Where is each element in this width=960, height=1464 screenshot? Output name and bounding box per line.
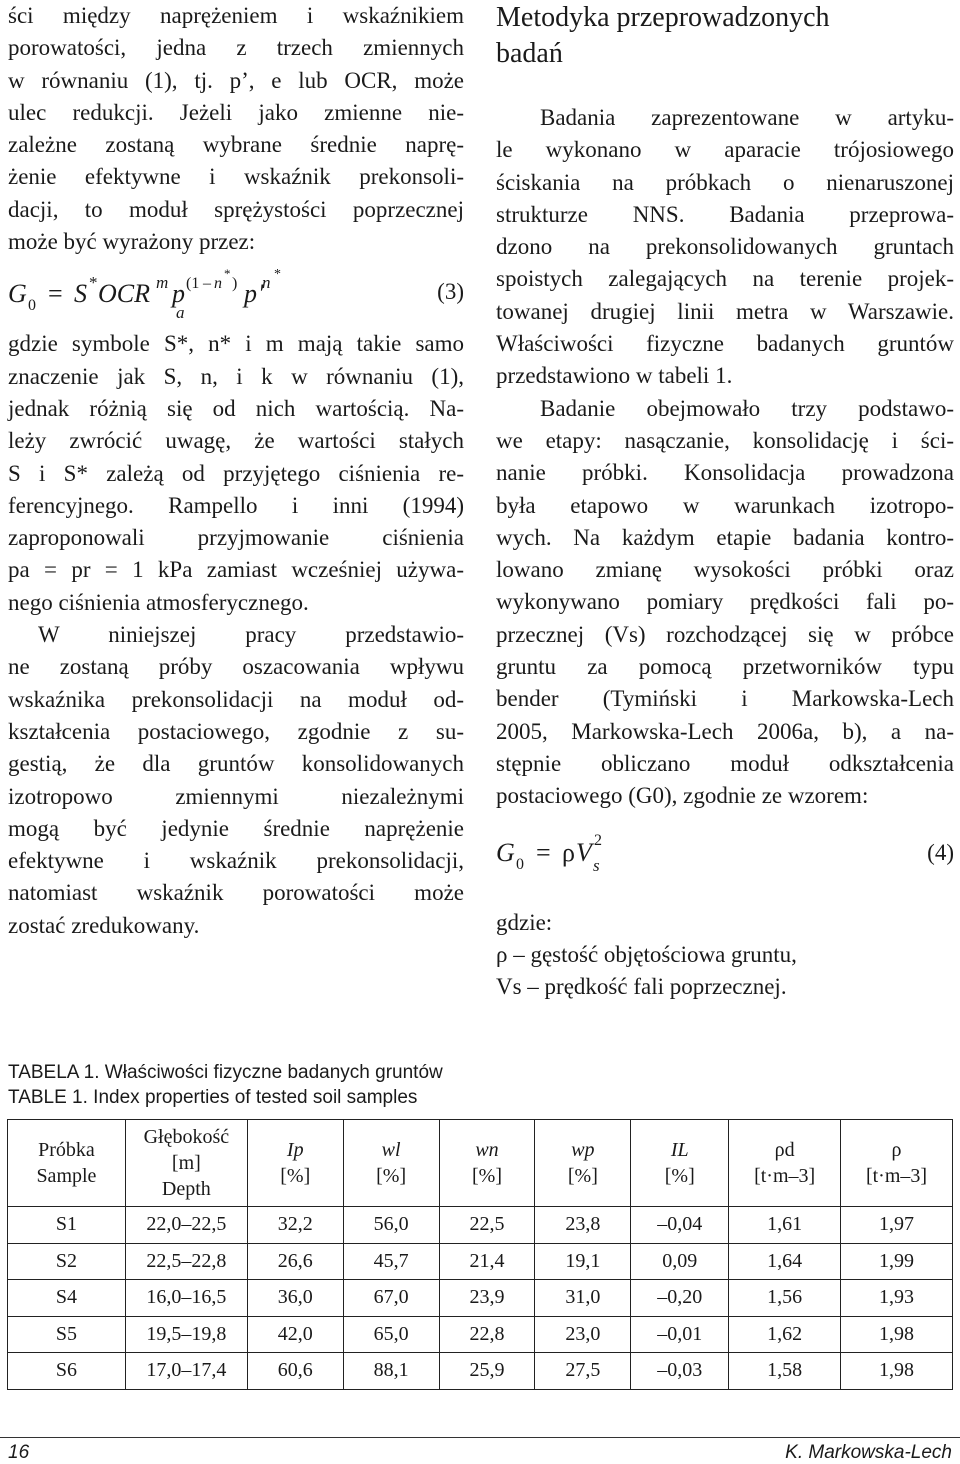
equation-3-number: (3) — [437, 279, 464, 305]
table-cell: 25,9 — [439, 1353, 535, 1390]
footer-rule — [0, 1437, 960, 1438]
svg-text:m: m — [156, 273, 169, 293]
text-line: Badanie obejmowało trzy podstawo- — [540, 395, 954, 421]
text-line: pa = pr = 1 kPa zamiast wcześniej używa- — [8, 557, 464, 583]
table-cell: 36,0 — [247, 1280, 343, 1317]
right-column — [496, 0, 954, 1003]
table-cell: –0,01 — [631, 1316, 729, 1353]
table-cell: S2 — [8, 1243, 126, 1280]
header-wl — [343, 1120, 439, 1207]
header-line: Sample — [36, 1165, 97, 1187]
text-line: wych. Na każdym etapie badania kontro- — [496, 524, 954, 550]
table-row — [8, 1353, 953, 1390]
table-cell: 1,64 — [729, 1243, 841, 1280]
text-line: przecznej (Vs) rozchodzącej się w próbce — [496, 621, 954, 647]
svg-text:p: p — [244, 279, 257, 309]
table-caption — [8, 1060, 443, 1110]
paragraph-present-work — [8, 619, 464, 942]
text-line: ści między naprężeniem i wskaźnikiem — [8, 3, 464, 28]
text-line: może być wyrażony przez: — [8, 229, 256, 255]
definition-vs: Vs – prędkość fali poprzecznej. — [496, 974, 787, 1000]
equation-4-number: (4) — [927, 839, 954, 865]
svg-text:ρ: ρ — [562, 837, 575, 867]
table-header-row — [8, 1120, 953, 1207]
table-cell: S1 — [8, 1207, 126, 1244]
svg-text:S: S — [74, 279, 87, 309]
svg-text:0: 0 — [28, 297, 36, 315]
table-cell: 45,7 — [343, 1243, 439, 1280]
text-line: porowatości, jedna z trzech zmiennych — [8, 35, 464, 61]
text-line: gruntu za pomocą przetworników typu — [496, 654, 954, 680]
where-block — [496, 907, 954, 1004]
table-cell: 31,0 — [535, 1280, 631, 1317]
header-unit: [%] — [567, 1165, 598, 1187]
header-il — [631, 1120, 729, 1207]
table-cell: 0,09 — [631, 1243, 729, 1280]
header-line: Głębokość — [143, 1126, 230, 1148]
table-cell: 22,0–22,5 — [125, 1207, 247, 1244]
equation-3-formula — [8, 258, 428, 328]
table-caption-en: TABLE 1. Index properties of tested soil samples — [8, 1087, 418, 1108]
text-line: znaczenie jak S, n, i k w równaniu (1), — [8, 363, 464, 389]
svg-text:=: = — [48, 279, 63, 309]
heading-line: Metodyka przeprowadzonych — [496, 2, 830, 33]
text-line: le wykonano w aparacie trójosiowego — [496, 137, 954, 163]
text-line: zależne zostaną wybrane średnie naprę- — [8, 132, 464, 158]
svg-text:*: * — [274, 267, 281, 283]
svg-text:(1: (1 — [186, 275, 200, 293]
section-heading — [496, 0, 954, 72]
heading-line: badań — [496, 38, 563, 69]
soil-properties-table — [7, 1119, 953, 1390]
svg-text:p: p — [172, 279, 185, 309]
equation-3 — [8, 258, 464, 328]
svg-text:′: ′ — [258, 279, 264, 309]
text-line: jednak różnią się od nich wartością. Na- — [8, 395, 464, 421]
where-label: gdzie: — [496, 909, 553, 935]
text-line: kształcenia postaciowego, zgodnie z su- — [8, 718, 464, 744]
table-cell: 1,99 — [841, 1243, 953, 1280]
table-cell: 1,97 — [841, 1207, 953, 1244]
table-cell: 1,98 — [841, 1353, 953, 1390]
table-cell: 32,2 — [247, 1207, 343, 1244]
table-cell: 19,1 — [535, 1243, 631, 1280]
text-line: była etapowo w warunkach izotropo- — [496, 492, 954, 518]
svg-text:): ) — [232, 275, 238, 293]
header-symbol: wl — [381, 1139, 401, 1161]
text-line: efektywne i wskaźnik prekonsolidacji, — [8, 848, 464, 874]
table-cell: 1,98 — [841, 1316, 953, 1353]
text-line: zostać zredukowany. — [8, 912, 200, 938]
table-cell: 22,8 — [439, 1316, 535, 1353]
header-depth — [125, 1120, 247, 1207]
table-cell: 56,0 — [343, 1207, 439, 1244]
definition-rho: ρ – gęstość objętościowa gruntu, — [496, 941, 797, 967]
header-line: Depth — [161, 1178, 211, 1200]
header-line: Próbka — [38, 1139, 95, 1161]
table-caption-pl: TABELA 1. Właściwości fizyczne badanych gruntów — [8, 1062, 443, 1083]
header-wp — [535, 1120, 631, 1207]
header-sample — [8, 1120, 126, 1207]
header-rho — [841, 1120, 953, 1207]
text-line: nanie próbki. Konsolidacja prowadzona — [496, 460, 954, 486]
text-line: nego ciśnienia atmosferycznego. — [8, 589, 309, 615]
table-row — [8, 1316, 953, 1353]
table-cell: S4 — [8, 1280, 126, 1317]
text-line: spoistych zalegających na terenie projek- — [496, 266, 954, 292]
header-symbol: Ip — [286, 1139, 304, 1161]
text-line: w równaniu (1), tj. p’, e lub OCR, może — [8, 67, 464, 93]
text-line: przedstawiono w tabeli 1. — [496, 363, 733, 389]
header-symbol: wn — [475, 1139, 499, 1161]
table-row — [8, 1207, 953, 1244]
table-cell: 67,0 — [343, 1280, 439, 1317]
header-symbol: ρ — [891, 1139, 902, 1161]
text-line: gestią, że dla gruntów konsolidowanych — [8, 751, 464, 777]
text-line: dacji, to moduł sprężystości poprzecznej — [8, 196, 464, 222]
svg-text:n: n — [262, 273, 271, 293]
table-cell: 22,5 — [439, 1207, 535, 1244]
table-cell: 42,0 — [247, 1316, 343, 1353]
header-unit: [%] — [664, 1165, 695, 1187]
text-line: S i S* zależą od przyjętego ciśnienia re- — [8, 460, 464, 486]
svg-text:OCR: OCR — [98, 279, 150, 309]
table-cell: –0,03 — [631, 1353, 729, 1390]
header-unit: [%] — [472, 1165, 502, 1187]
table-cell: 1,61 — [729, 1207, 841, 1244]
text-line: ne zostaną próby oszacowania wpływu — [8, 654, 464, 680]
text-line: we etapy: nasączanie, konsolidację i ści- — [496, 427, 954, 453]
text-line: ulec redukcji. Jeżeli jako zmienne nie- — [8, 99, 464, 125]
table-row — [8, 1243, 953, 1280]
table-cell: 1,58 — [729, 1353, 841, 1390]
table-cell: 88,1 — [343, 1353, 439, 1390]
svg-text:G: G — [496, 837, 515, 867]
table-cell: 23,9 — [439, 1280, 535, 1317]
text-line: stępnie obliczano moduł odkształcenia — [496, 750, 954, 776]
text-line: izotropowo zmiennymi niezależnymi — [8, 783, 464, 809]
page-number: 16 — [8, 1442, 30, 1463]
table-cell: 22,5–22,8 — [125, 1243, 247, 1280]
svg-text:s: s — [593, 855, 600, 875]
header-unit: [%] — [376, 1165, 407, 1187]
text-line: natomiast wskaźnik porowatości może — [8, 880, 464, 906]
header-line: [m] — [171, 1152, 201, 1174]
table-row — [8, 1280, 953, 1317]
table-cell: 23,0 — [535, 1316, 631, 1353]
left-column — [8, 0, 464, 942]
svg-text:V: V — [576, 837, 592, 867]
table-cell: 27,5 — [535, 1353, 631, 1390]
svg-text:n: n — [214, 275, 222, 293]
text-line: W niniejszej pracy przedstawio- — [38, 622, 464, 648]
equation-4 — [496, 813, 954, 891]
header-symbol: ρd — [774, 1139, 795, 1161]
text-line: żenie efektywne i wskaźnik prekonsoli- — [8, 164, 464, 190]
text-line: towanej drugiej linii metra w Warszawie. — [496, 298, 954, 324]
text-line: strukturze NNS. Badania przeprowa- — [496, 201, 954, 227]
text-line: gdzie symbole S*, n* i m mają takie samo — [8, 331, 464, 357]
paragraph-procedure — [496, 393, 954, 813]
table-cell: 16,0–16,5 — [125, 1280, 247, 1317]
table-cell: 1,93 — [841, 1280, 953, 1317]
text-line: Właściwości fizyczne badanych gruntów — [496, 331, 954, 357]
svg-text:0: 0 — [516, 855, 524, 873]
header-wn — [439, 1120, 535, 1207]
text-line: zaproponowali przyjmowanie ciśnienia — [8, 525, 464, 551]
header-ip — [247, 1120, 343, 1207]
paragraph-methods — [496, 102, 954, 393]
table-cell: –0,04 — [631, 1207, 729, 1244]
svg-text:=: = — [536, 837, 551, 867]
running-author: K. Markowska-Lech — [785, 1442, 952, 1463]
table-cell: 1,62 — [729, 1316, 841, 1353]
svg-text:–: – — [203, 275, 211, 293]
header-unit: [%] — [280, 1165, 311, 1187]
text-line: postaciowego (G0), zgodnie ze wzorem: — [496, 783, 869, 809]
header-rho-d — [729, 1120, 841, 1207]
table-cell: 23,8 — [535, 1207, 631, 1244]
text-line: 2005, Markowska-Lech 2006a, b), a na- — [496, 718, 954, 744]
text-line: bender (Tymiński i Markowska-Lech — [496, 686, 954, 712]
table-cell: S5 — [8, 1316, 126, 1353]
text-line: ferencyjnego. Rampello i inni (1994) — [8, 492, 464, 518]
equation-4-formula — [496, 819, 796, 889]
text-line: Badania zaprezentowane w artyku- — [540, 105, 954, 130]
paragraph-intro — [8, 0, 464, 258]
table-cell: 1,56 — [729, 1280, 841, 1317]
text-line: wykonywano pomiary prędkości fali po- — [496, 589, 954, 615]
text-line: lowano zmianę wysokości próbki oraz — [496, 557, 954, 583]
text-line: ściskania na próbkach o nienaruszonej — [496, 169, 954, 195]
text-line: wskaźnika prekonsolidacji na moduł od- — [8, 686, 464, 712]
table-cell: 65,0 — [343, 1316, 439, 1353]
svg-text:2: 2 — [594, 831, 602, 849]
table-cell: S6 — [8, 1353, 126, 1390]
header-unit: [t·m–3] — [865, 1165, 928, 1187]
table-cell: 17,0–17,4 — [125, 1353, 247, 1390]
header-symbol: IL — [670, 1139, 689, 1161]
table-cell: 19,5–19,8 — [125, 1316, 247, 1353]
header-symbol: wp — [571, 1139, 595, 1161]
header-unit: [t·m–3] — [754, 1165, 816, 1187]
svg-text:*: * — [224, 266, 231, 282]
svg-text:*: * — [89, 273, 98, 293]
text-line: leży zwrócić uwagę, że wartości stałych — [8, 428, 464, 454]
text-line: mogą być jedynie średnie naprężenie — [8, 815, 464, 841]
table-cell: 21,4 — [439, 1243, 535, 1280]
table-cell: –0,20 — [631, 1280, 729, 1317]
text-line: dzono na prekonsolidowanych gruntach — [496, 234, 954, 260]
svg-text:a: a — [176, 303, 185, 323]
paragraph-symbols — [8, 328, 464, 619]
svg-text:G: G — [8, 279, 27, 309]
table-cell: 26,6 — [247, 1243, 343, 1280]
table-cell: 60,6 — [247, 1353, 343, 1390]
